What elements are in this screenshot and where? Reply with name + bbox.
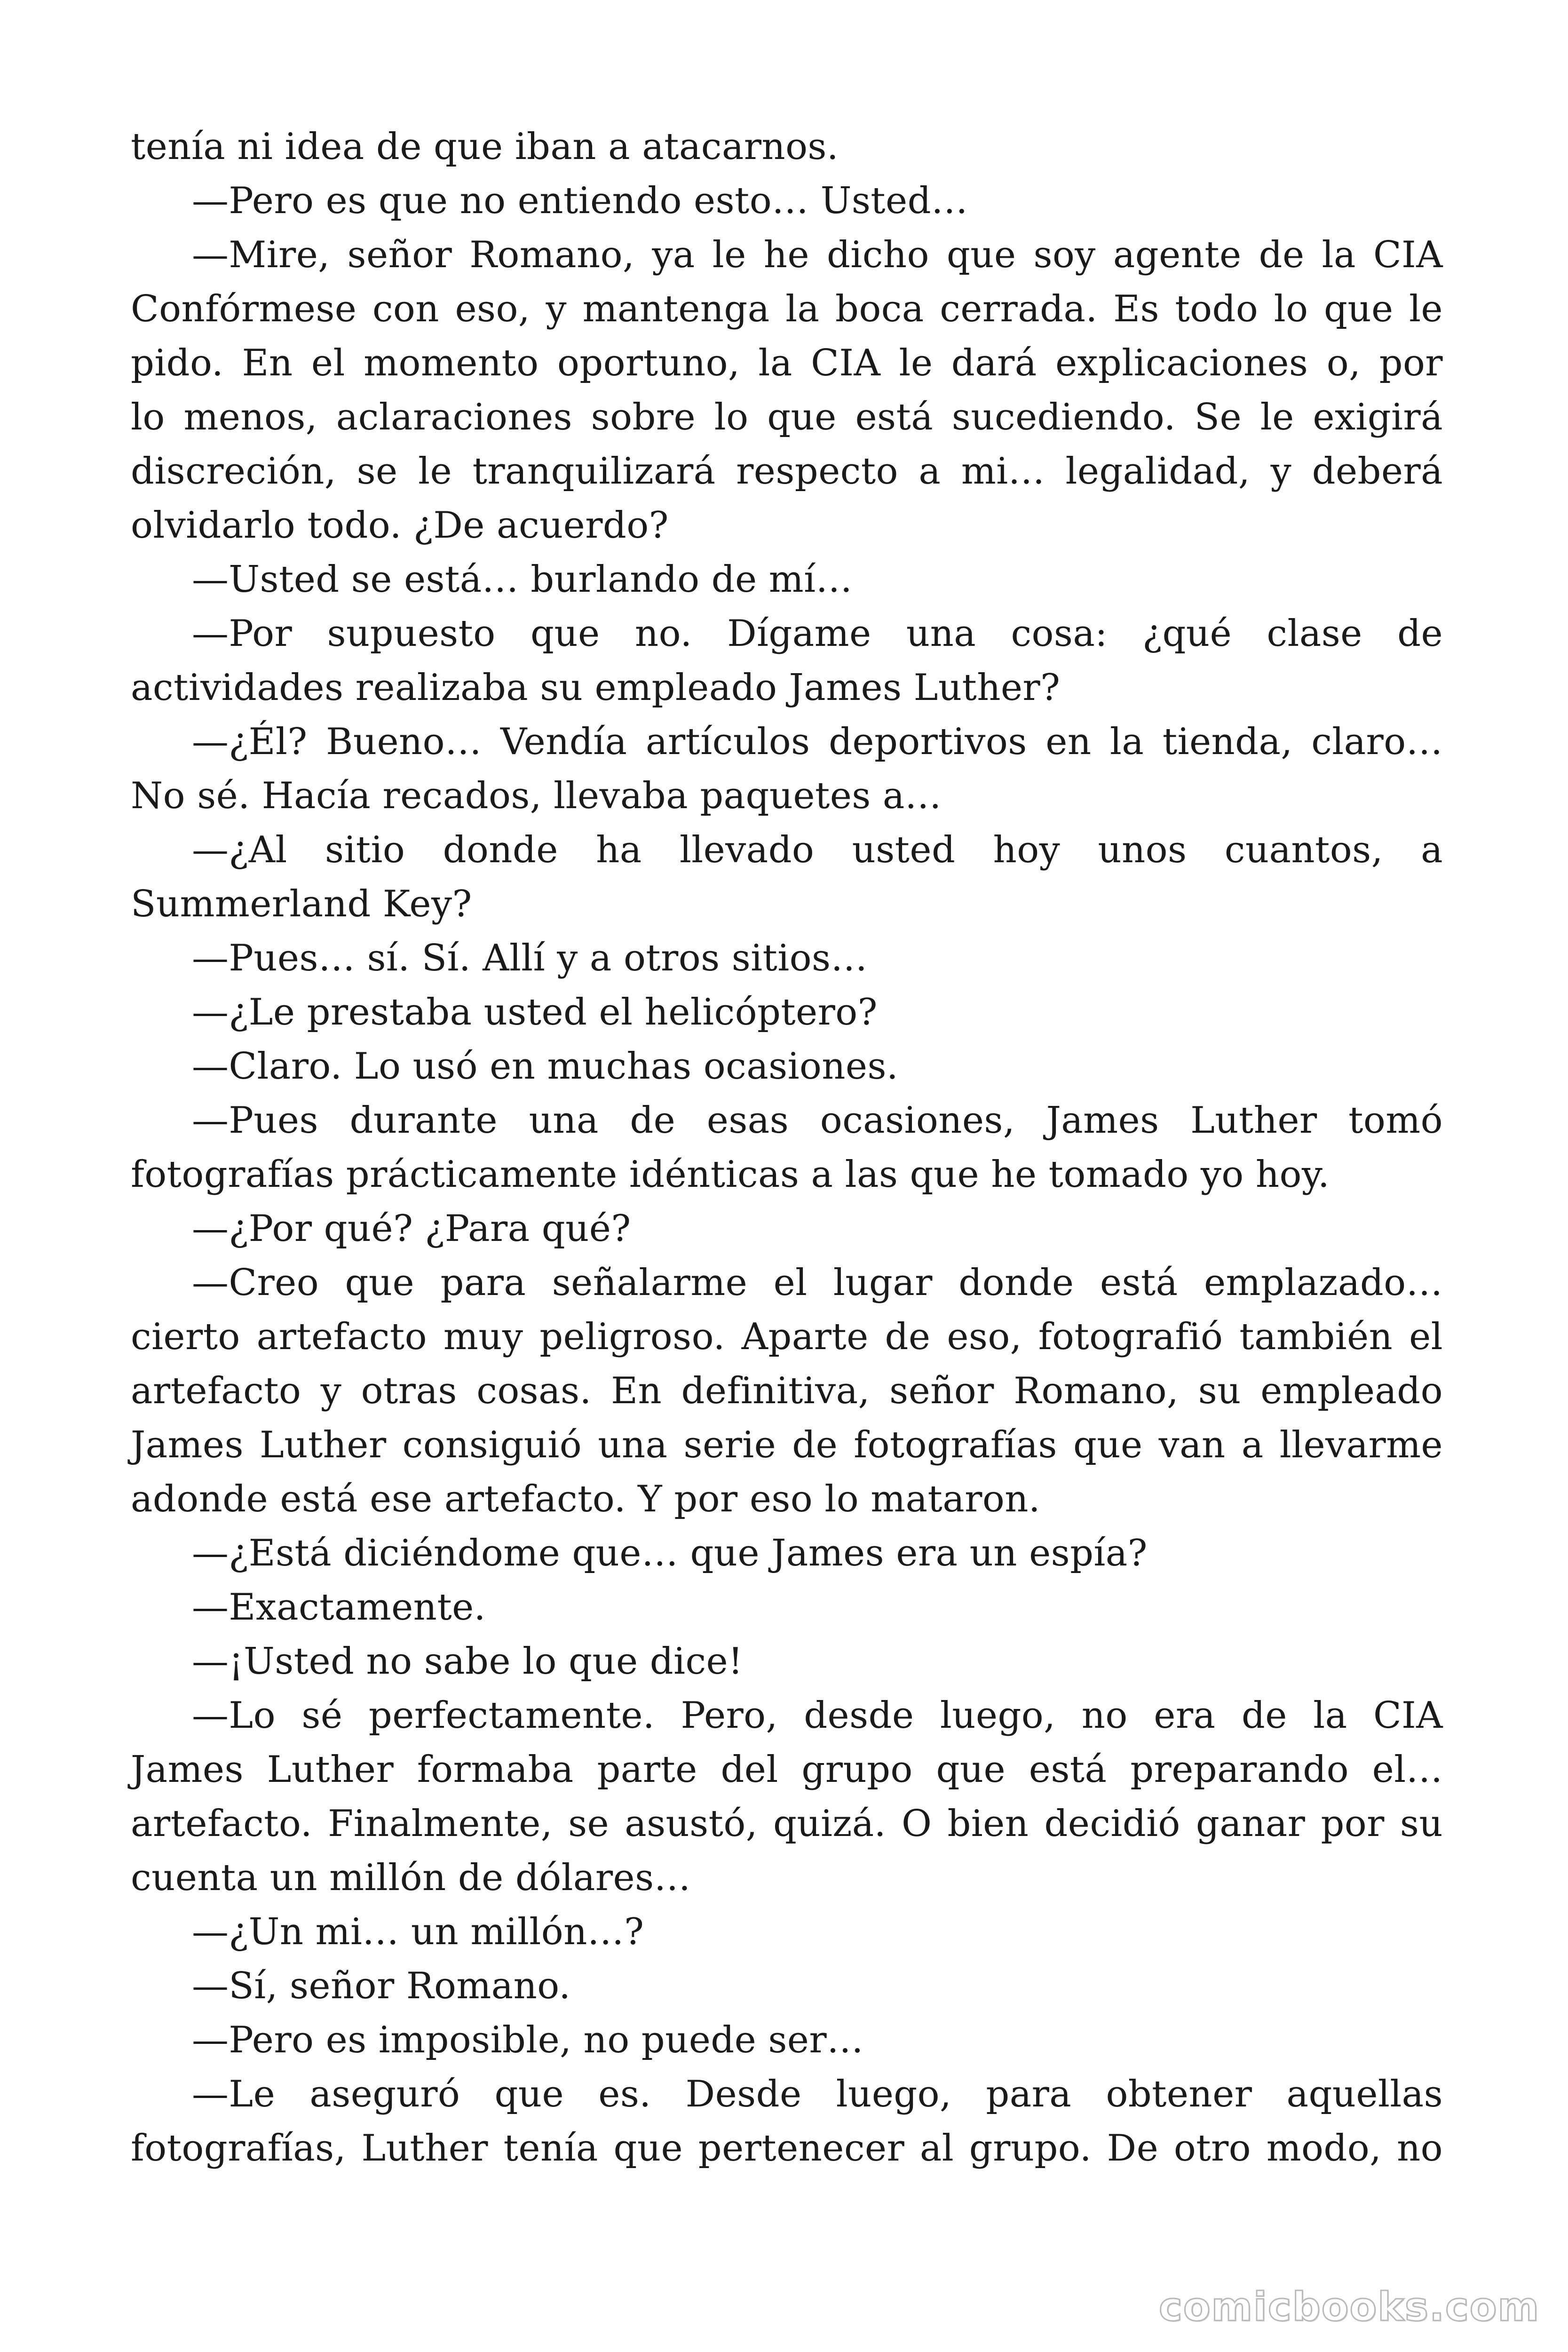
text-line: artefacto y otras cosas. En definitiva, señor Romano, su empleado — [131, 1370, 1443, 1412]
text-line: olvidarlo todo. ¿De acuerdo? — [131, 504, 669, 547]
text-line: —¡Usted no sabe lo que dice! — [192, 1640, 743, 1683]
text-line: —Mire, señor Romano, ya le he dicho que soy agente de la CIA — [192, 234, 1443, 276]
watermark: comicbooks.com — [1159, 2284, 1540, 2330]
text-line: —Creo que para señalarme el lugar donde está emplazado… — [192, 1262, 1443, 1304]
text-line: —Claro. Lo usó en muchas ocasiones. — [192, 1045, 899, 1088]
text-line: —Sí, señor Romano. — [192, 1965, 571, 2007]
text-line: —¿Un mi… un millón…? — [192, 1911, 644, 1953]
text-line: —Lo sé perfectamente. Pero, desde luego, no era de la CIA — [192, 1694, 1443, 1737]
text-line: cierto artefacto muy peligroso. Aparte de eso, fotografió también el — [131, 1316, 1443, 1358]
text-line: —Le aseguró que es. Desde luego, para obtener aquellas — [192, 2073, 1443, 2115]
text-line: fotografías prácticamente idénticas a las que he tomado yo hoy. — [131, 1153, 1330, 1196]
text-line: Confórmese con eso, y mantenga la boca cerrada. Es todo lo que le — [131, 288, 1443, 330]
text-line: —¿Le prestaba usted el helicóptero? — [192, 991, 878, 1033]
text-line: pido. En el momento oportuno, la CIA le dará explicaciones o, por — [131, 342, 1443, 384]
body-text — [131, 120, 1443, 2176]
text-line: discreción, se le tranquilizará respecto a mi… legalidad, y deberá — [131, 450, 1443, 493]
text-line: —Pero es imposible, no puede ser… — [192, 2019, 864, 2061]
text-line: —Por supuesto que no. Dígame una cosa: ¿qué clase de — [192, 612, 1443, 655]
text-line: —Usted se está… burlando de mí… — [192, 558, 853, 601]
text-line: adonde está ese artefacto. Y por eso lo mataron. — [131, 1478, 1041, 1520]
text-line: fotografías, Luther tenía que pertenecer al grupo. De otro modo, no — [131, 2127, 1443, 2169]
text-line: No sé. Hacía recados, llevaba paquetes a… — [131, 775, 942, 817]
text-line: cuenta un millón de dólares… — [131, 1857, 691, 1899]
text-line: —Pues durante una de esas ocasiones, James Luther tomó — [192, 1099, 1443, 1142]
text-line: tenía ni idea de que iban a atacarnos. — [131, 126, 839, 168]
text-line: —¿Está diciéndome que… que James era un espía? — [192, 1532, 1148, 1574]
text-line: James Luther consiguió una serie de fotografías que van a llevarme — [131, 1424, 1443, 1466]
text-line: —¿Por qué? ¿Para qué? — [192, 1208, 631, 1250]
text-line: artefacto. Finalmente, se asustó, quizá. O bien decidió ganar por su — [131, 1803, 1443, 1845]
text-line: —¿Al sitio donde ha llevado usted hoy unos cuantos, a — [192, 829, 1443, 871]
text-line: James Luther formaba parte del grupo que está preparando el… — [131, 1748, 1443, 1791]
text-line: —¿Él? Bueno… Vendía artículos deportivos en la tienda, claro… — [192, 721, 1443, 763]
text-line: lo menos, aclaraciones sobre lo que está sucediendo. Se le exigirá — [131, 396, 1443, 438]
text-line: —Exactamente. — [192, 1586, 486, 1629]
text-line: actividades realizaba su empleado James Luther? — [131, 667, 1061, 709]
text-line: —Pero es que no entiendo esto… Usted… — [192, 180, 968, 222]
text-line: Summerland Key? — [131, 883, 472, 925]
text-line: —Pues… sí. Sí. Allí y a otros sitios… — [192, 937, 868, 979]
